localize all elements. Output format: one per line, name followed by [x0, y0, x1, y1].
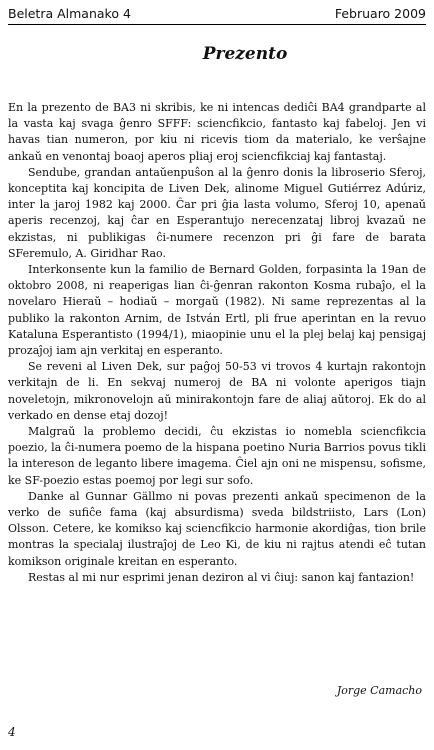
page-title: Prezento [202, 44, 288, 64]
paragraph-4: Se reveni al Liven Dek, sur paĝoj 50-53 vi trovos 4 kurtajn rakontojn verkitajn de li. En sekvaj numeroj de BA ni volonte aperigos tiajn noveletojn, mikronovelojn aŭ minirakontojn fare de aliaj aŭtoroj. Ek do al verkado en dense etaj dozoj! [8, 360, 426, 422]
paragraph-6: Danke al Gunnar Gällmo ni povas prezenti ankaŭ specimenon de la verko de sufiĉe fama (kaj absurdisma) sveda bildstriisto, Lars (Lon) Olsson. Cetere, ke komikso kaj sciencfikcio harmonie akordiĝas, tion brile montras la specialaj ilustraĵoj de Leo Ki, de kiu ni rajtus atendi eĉ tutan komikson originale kreitan en esperanto. [8, 489, 426, 568]
header-publication: Beletra Almanako 4 [8, 6, 131, 21]
article-body [8, 100, 426, 586]
paragraph-3: Interkonsente kun la familio de Bernard Golden, forpasinta la 19an de oktobro 2008, ni reaperigas lian ĉi-ĝenran rakonton Kosma rubaĵo, el la novelaro Hieraŭ – hodiaŭ – morgaŭ (1982). Ni same reprezentas al la publiko la rakonton Arnim, de István Ertl, pli frue aperintan en la revuo Kataluna Esperantisto (1994/1), miaopinie unu el la plej belaj kaj pensigaj prozaĵoj iam ajn verkitaj en esperanto. [8, 263, 426, 358]
paragraph-7: Restas al mi nur esprimi jenan deziron al vi ĉiuj: sanon kaj fantazion! [28, 570, 415, 584]
paragraph-5: Malgraŭ la problemo decidi, ĉu ekzistas io nomebla sciencfikcia poezio, la ĉi-numera poemo de la hispana poetino Nuria Barrios povus tikli la intereson de leganto libere imagema. Ĉiel ajn oni ne mispensu, sofisme, ke SF-poezio estas poemoj por legi sur sofo. [8, 425, 426, 487]
paragraph-2: Sendube, grandan antaŭenpuŝon al la ĝenro donis la libroserio Sferoj, konceptita kaj koncipita de Liven Dek, alinome Miguel Gutiérrez Adúriz, inter la jaroj 1982 kaj 2000. Ĉar pri ĝia lasta volumo, Sferoj 10, apenaŭ aperis recenzoj, kaj ĉar en Esperantujo nerecenzataj libroj kvazaŭ ne ekzistas, ni publikigas ĉi-numere recenzon pri ĝi fare de barata SFeremulo, A. Giridhar Rao. [8, 165, 426, 260]
running-header [8, 6, 426, 25]
header-date: Februaro 2009 [334, 6, 426, 21]
author-signature: Jorge Camacho [336, 684, 422, 697]
page-number: 4 [8, 725, 16, 739]
paragraph-1: En la prezento de BA3 ni skribis, ke ni intencas dediĉi BA4 grandparte al la vasta kaj svaga ĝenro SFFF: sciencfikcio, fantasto kaj fabeloj. Jen vi havas tian numeron, por kiu ni ricevis tiom da materialo, ke verŝajne ankaŭ en venontaj boaoj aperos pliaj eroj sciencfikciaj kaj fantastaj. [8, 101, 426, 163]
